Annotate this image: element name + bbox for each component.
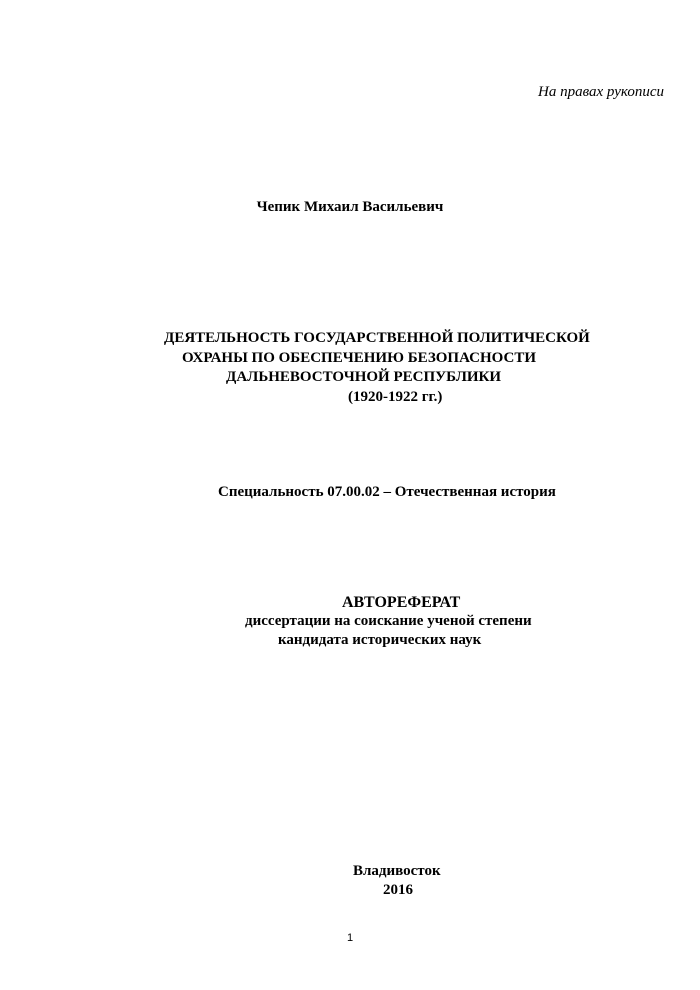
abstract-heading: АВТОРЕФЕРАТ	[342, 594, 461, 611]
year: 2016	[383, 882, 413, 898]
abstract-block	[0, 593, 700, 650]
title-line-3: ДАЛЬНЕВОСТОЧНОЙ РЕСПУБЛИКИ	[226, 369, 502, 385]
page-number: 1	[346, 932, 354, 944]
title-line-1: ДЕЯТЕЛЬНОСТЬ ГОСУДАРСТВЕННОЙ ПОЛИТИЧЕСКОЙ	[164, 330, 590, 346]
author-name: Чепик Михаил Васильевич	[256, 199, 444, 215]
title-line-2: ОХРАНЫ ПО ОБЕСПЕЧЕНИЮ БЕЗОПАСНОСТИ	[182, 349, 537, 366]
abstract-line-1: диссертации на соискание ученой степени	[245, 613, 532, 629]
abstract-line-2: кандидата исторических наук	[278, 632, 482, 648]
dissertation-title	[0, 329, 700, 407]
place-and-year	[0, 862, 700, 900]
city: Владивосток	[353, 863, 441, 879]
title-line-4: (1920-1922 гг.)	[348, 388, 443, 405]
rights-note: На правах рукописи	[538, 84, 664, 100]
specialty-line: Специальность 07.00.02 – Отечественная история	[218, 484, 556, 500]
